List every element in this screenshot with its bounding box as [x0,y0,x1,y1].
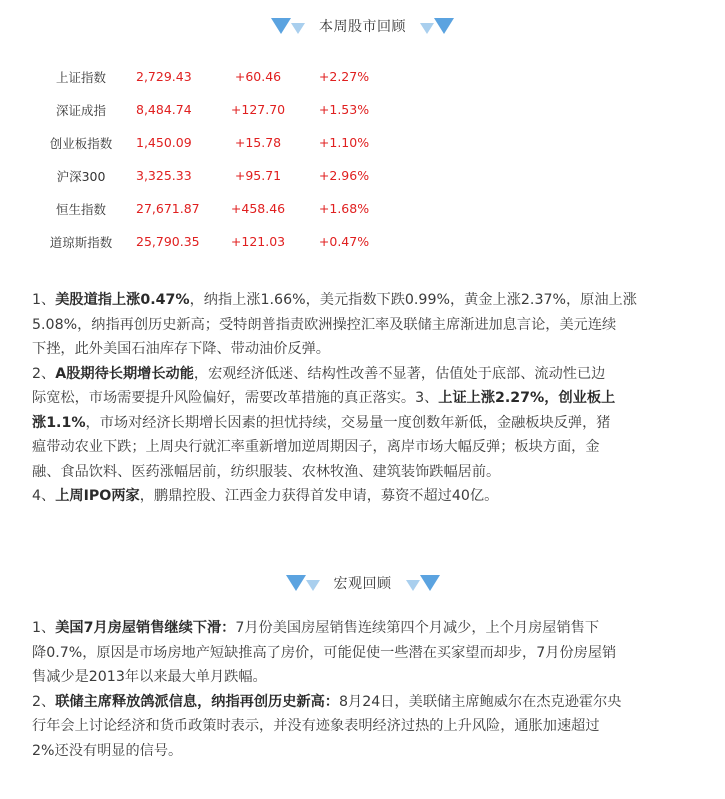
item-number: 4、 [32,488,56,504]
news-line: 下挫，此外美国石油库存下降、带动油价反弹。 [32,341,330,357]
index-change: +121.03 [230,234,286,249]
news-text: ，鹏鼎控股、江西金力获得首发申请，募资不超过40亿。 [139,488,499,504]
market-review-header [0,16,725,36]
item-number: 1、 [32,292,56,308]
macro-review-header [0,573,725,593]
headline: 联储主席释放鸽派信息，纳指再创历史新高： [55,693,339,710]
index-percent: +0.47% [318,234,370,249]
headline: 美股道指上涨0.47% [55,292,190,308]
table-row [40,60,382,93]
triangle-icon [306,580,320,591]
index-name: 创业板指数 [49,135,113,151]
triangle-icon [271,18,291,34]
index-value: 3,325.33 [136,168,192,183]
news-line [32,288,712,313]
index-change: +458.46 [230,201,286,216]
triangle-icon [420,575,440,591]
index-value: 8,484.74 [136,102,192,117]
news-line: 5.08%，纳指再创历史新高；受特朗普指责欧洲操控汇率及联储主席渐进加息言论，美元连续 [32,316,617,333]
index-change: +15.78 [234,135,282,150]
triangle-decoration-left [286,575,320,591]
table-row [40,225,382,258]
triangle-decoration-right [406,575,440,591]
news-text: 际宽松，市场需要提升风险偏好，需要改革措施的真正落实。3、 [32,390,439,406]
index-value: 2,729.43 [136,69,192,84]
triangle-icon [420,23,434,34]
index-percent: +1.53% [318,102,370,117]
triangle-icon [286,575,306,591]
index-name: 道琼斯指数 [49,234,113,250]
news-line: 行年会上讨论经济和货币政策时表示，并没有迹象表明经济过热的上升风险，通胀加速超过 [32,718,600,734]
index-name: 恒生指数 [55,201,106,217]
index-name: 深证成指 [55,102,106,118]
index-table [40,60,382,258]
headline: 美国7月房屋销售继续下滑： [55,620,236,636]
news-line: 2%还没有明显的信号。 [32,742,183,759]
news-line: 售减少是2013年以来最大单月跌幅。 [32,669,267,685]
section-title: 本周股市回顾 [319,19,406,35]
index-percent: +1.68% [318,201,370,216]
table-row [40,159,382,192]
index-percent: +2.96% [318,168,370,183]
item-number: 2、 [32,693,56,710]
macro-news [32,616,712,763]
index-change: +127.70 [230,102,286,117]
news-line: 瘟带动农业下跌；上周央行就汇率重新增加逆周期因子，离岸市场大幅反弹；板块方面，金 [32,439,600,455]
index-change: +95.71 [234,168,282,183]
index-name: 上证指数 [55,69,106,85]
triangle-icon [291,23,305,34]
section-title: 宏观回顾 [333,576,392,592]
triangle-decoration-right [420,18,454,34]
index-value: 27,671.87 [136,201,200,216]
index-value: 25,790.35 [136,234,200,249]
table-row [40,93,382,126]
index-change: +60.46 [234,69,282,84]
news-line: 降0.7%，原因是市场房地产短缺推高了房价，可能促使一些潜在买家望而却步，7月份房屋销 [32,644,617,661]
triangle-icon [434,18,454,34]
item-number: 1、 [32,620,56,636]
news-text: 7月份美国房屋销售连续第四个月减少，上个月房屋销售下 [235,620,600,636]
item-number: 2、 [32,365,56,382]
market-news [32,288,712,509]
news-text: ，市场对经济长期增长因素的担忧持续，交易量一度创数年新低，金融板块反弹，猪 [85,414,611,431]
headline: 上周IPO两家 [55,488,140,504]
index-percent: +2.27% [318,69,370,84]
news-line: 融、食品饮料、医药涨幅居前，纺织服装、农林牧渔、建筑装饰跌幅居前。 [32,463,501,480]
table-row [40,192,382,225]
news-text: 8月24日，美联储主席鲍威尔在杰克逊霍尔央 [338,693,622,710]
table-row [40,126,382,159]
headline: 涨1.1% [32,414,86,431]
headline: A股期待长期增长动能 [55,365,194,382]
triangle-icon [406,580,420,591]
index-value: 1,450.09 [136,135,192,150]
triangle-decoration-left [271,18,305,34]
index-name: 沪深300 [56,168,106,184]
headline: 上证上涨2.27%，创业板上 [438,390,616,406]
news-text: ，纳指上涨1.66%，美元指数下跌0.99%，黄金上涨2.37%，原油上涨 [189,292,637,308]
index-percent: +1.10% [318,135,370,150]
news-text: ，宏观经济低迷、结构性改善不显著，估值处于底部、流动性已边 [193,365,606,382]
